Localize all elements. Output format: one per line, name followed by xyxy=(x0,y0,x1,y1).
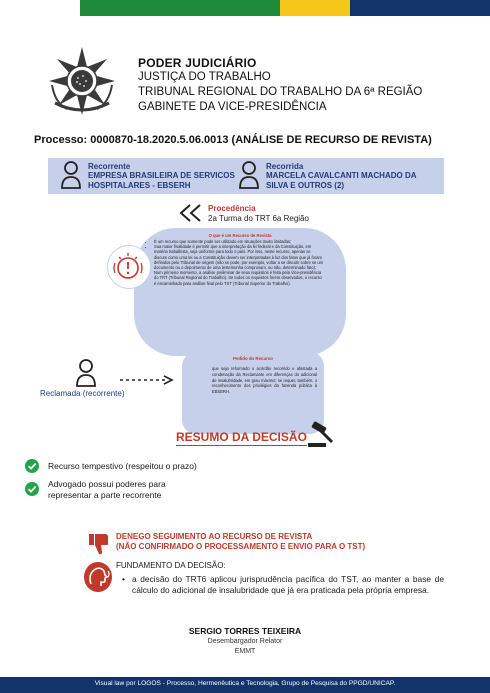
signer-role: Desembargador Relator xyxy=(207,638,283,645)
coat-of-arms-icon xyxy=(47,45,117,117)
reclamada-label: Reclamada (recorrente) xyxy=(40,389,125,398)
gavel-icon xyxy=(306,420,338,448)
pedido-title: Pedido do Recurso xyxy=(232,356,273,361)
recorrente-block xyxy=(88,162,235,191)
header-line-3: GABINETE DA VICE-PRESIDÊNCIA xyxy=(138,101,327,113)
top-color-bar xyxy=(0,0,490,16)
header-line-1: JUSTIÇA DO TRABALHO xyxy=(138,71,271,83)
rewind-icon xyxy=(178,203,204,223)
recorrida-name-line-2: SILVA E OUTROS (2) xyxy=(266,181,345,190)
signer-org: EMMT xyxy=(234,648,256,655)
list-item: • Sua maior finalidade é permitir que a interpretação da lei federal e da Constituição, em matéria trabalhista, seja uniforme para todo o país. Por isso, neste recurso, apenas se discute como uma lei ou a Constituição devem ser interpretadas à luz dos fatos que já foram definidos pelo Tribunal de origem (não se pode, por exemplo, voltar a se discutir sobre se um documento ou o depoimento de uma testemunha comprovam, ou não, determinado fato); xyxy=(154,244,324,270)
person-icon xyxy=(75,358,97,388)
bar-white-segment xyxy=(0,0,80,16)
recorrida-role: Recorrida xyxy=(266,162,304,171)
recurso-info-list xyxy=(148,239,324,286)
fundamento-item xyxy=(122,574,444,596)
list-item: • É um recurso que somente pode ser utilizado em situações muito limitadas; xyxy=(154,239,324,244)
recorrente-name-line-1: EMPRESA BRASILEIRA DE SERVICOS xyxy=(88,171,235,180)
header-line-2: TRIBUNAL REGIONAL DO TRABALHO DA 6ª REGIÃO xyxy=(138,86,423,98)
process-number: Processo: 0000870-18.2020.5.06.0013 (ANÁLISE DE RECURSO DE REVISTA) xyxy=(34,134,432,146)
dotted-arrow-icon xyxy=(118,375,174,385)
check-circle-icon xyxy=(25,482,39,496)
person-icon xyxy=(238,160,260,190)
denial-line-1: DENEGO SEGUIMENTO AO RECURSO DE REVISTA xyxy=(116,532,313,541)
bar-green-segment xyxy=(80,0,280,16)
footer-bar xyxy=(0,677,490,693)
denial-statement xyxy=(116,532,365,552)
recorrente-name-line-2: HOSPITALARES - EBSERH xyxy=(88,181,191,190)
denial-line-2: (NÃO CONFIRMADO O PROCESSAMENTO E ENVIO PARA O TST) xyxy=(116,542,366,551)
origin-label: Procedência xyxy=(208,204,256,213)
recorrida-block xyxy=(266,162,417,191)
footer-credit: Visual law por LOGOS - Processo, Hermenêutica e Tecnologia, Grupo de Pesquisa do PPGD/UNICAP. xyxy=(94,680,396,687)
parties-box xyxy=(48,158,444,194)
list-item: • Num primeiro momento, a análise preliminar de seus requisitos é feita pela Vice-presidência do TRT (Tribunal Regional do Trabalho). Se todos os requisitos forem observados, o recurso é encaminhado para análise final pelo TST (Tribunal Superior do Trabalho). xyxy=(154,270,324,286)
recorrente-role: Recorrente xyxy=(88,162,131,171)
alert-badge xyxy=(107,245,151,289)
bullet-marker: • xyxy=(122,574,125,584)
alert-icon xyxy=(107,245,151,289)
fundamento-label: FUNDAMENTO DA DECISÃO: xyxy=(116,561,226,570)
pedido-box xyxy=(182,352,324,434)
recurso-info-box xyxy=(134,228,346,356)
thumbs-down-icon xyxy=(88,532,110,556)
resumo-title: RESUMO DA DECISÃO xyxy=(176,430,307,444)
check-item-2-line-2: representar a parte recorrente xyxy=(48,490,162,500)
pedido-text: que seja reformado o acórdão recorrido e afastada a condenação da Reclamante em diferenças do adicional de insalubridade, em grau máximo; se requer, também, o reconhecimento dos privilégios da fazenda pública à EBSERH. xyxy=(212,366,317,395)
header-title: PODER JUDICIÁRIO xyxy=(138,56,257,70)
signer-name: SERGIO TORRES TEIXEIRA xyxy=(188,626,302,636)
origin-value: 2a Turma do TRT 6a Região xyxy=(208,214,309,223)
court-header xyxy=(138,56,478,115)
fundamento-text: a decisão do TRT6 aplicou jurisprudência pacífica do TST, ao manter a base de cálculo do adicional de insalubridade que já era praticada pela própria empresa. xyxy=(132,574,444,595)
bar-blue-segment xyxy=(350,0,490,16)
check-circle-icon xyxy=(25,459,39,473)
recurso-info-title: O que é um Recurso de Revista xyxy=(208,233,272,238)
speaking-head-icon xyxy=(84,562,112,592)
bar-yellow-segment xyxy=(280,0,350,16)
recorrida-name-line-1: MARCELA CAVALCANTI MACHADO DA xyxy=(266,171,417,180)
check-item-1-text: Recurso tempestivo (respeitou o prazo) xyxy=(48,461,197,471)
check-item-2-line-1: Advogado possui poderes para xyxy=(48,479,166,489)
person-icon xyxy=(60,160,82,190)
